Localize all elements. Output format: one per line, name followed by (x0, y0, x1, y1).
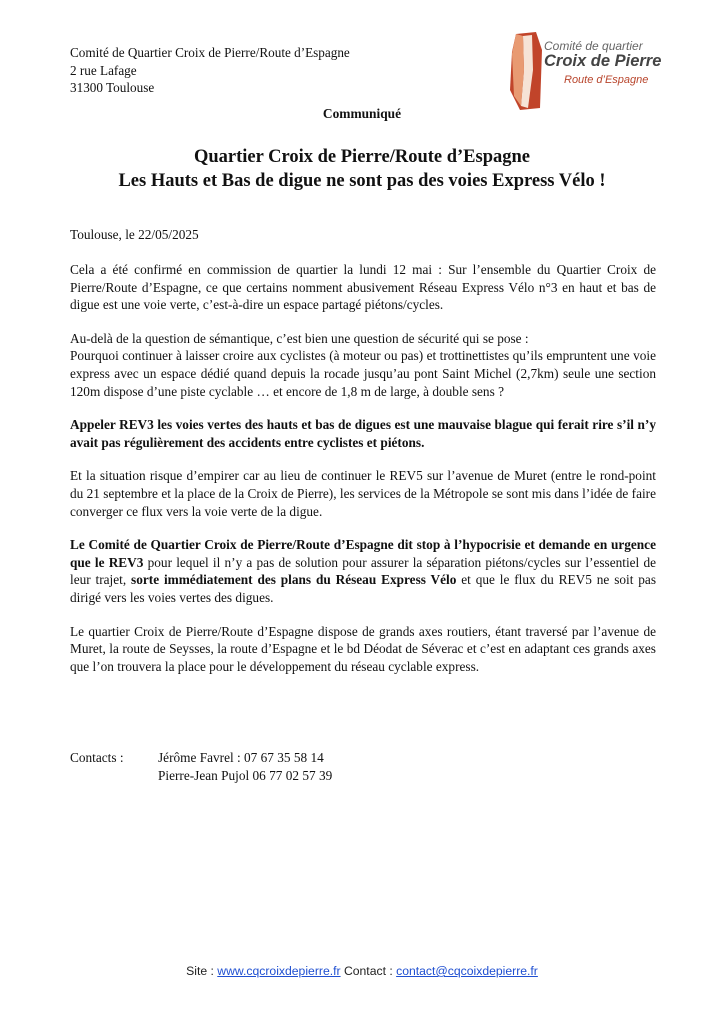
logo-text-line2: Croix de Pierre (544, 52, 662, 70)
footer-email-link[interactable]: contact@cqcoixdepierre.fr (396, 964, 538, 978)
page-footer (0, 964, 724, 978)
paragraph-5-text-1: pour lequel il n’y a pas de solution pour assurer la séparation piétons/cycles sur l’essentiel de leur trajet, (70, 554, 656, 588)
contacts-label: Contacts : (70, 750, 124, 765)
paragraph-5-bold-1: Le Comité de Quartier Croix de Pierre/Route d’Espagne dit stop à l’hypocrisie et demande en urgence que le REV3 (70, 537, 656, 570)
paragraph-2-question: Pourquoi continuer à laisser croire aux cyclistes (à moteur ou pas) et trottinettistes qu’ils empruntent une voie express avec un espace dédié quand depuis la rocade jusqu’au pont Saint Michel (2,7km) seule une section 120m dispose d’une piste cyclable … et encore de 1,8 m de large, à double sens ? (70, 348, 656, 399)
contacts-list (158, 749, 332, 785)
contact-person-2: Pierre-Jean Pujol 06 77 02 57 39 (158, 768, 333, 783)
paragraph-2 (70, 330, 656, 400)
sender-address (70, 44, 350, 97)
title-line-1: Quartier Croix de Pierre/Route d’Espagne (193, 147, 531, 167)
paragraph-5-text-2: et que le flux du REV5 ne soit pas dirigé vers les voies vertes des digues. (70, 572, 656, 605)
footer-contact-label: Contact : (340, 964, 397, 978)
place-date: Toulouse, le 22/05/2025 (70, 227, 199, 242)
logo-text-line3: Route d’Espagne (564, 74, 649, 86)
paragraph-1: Cela a été confirmé en commission de quartier la lundi 12 mai : Sur l’ensemble du Quartier Croix de Pierre/Route d’Espagne, ce que certains nomment abusivement Réseau Express Vélo n°3 en haut et bas de digue est une voie verte, c’est-à-dire un espace partagé piétons/cycles. (70, 262, 656, 313)
address-line-org: Comité de Quartier Croix de Pierre/Route d’Espagne (70, 45, 350, 60)
address-line-city: 31300 Toulouse (70, 80, 155, 95)
paragraph-3-bold: Appeler REV3 les voies vertes des hauts et bas de digues est une mauvaise blague qui ferait rire s’il n’y avait pas régulièrement des accidents entre cyclistes et piétons. (70, 417, 656, 450)
paragraph-2-intro: Au-delà de la question de sémantique, c’est bien une question de sécurité qui se pose : (70, 330, 529, 346)
logo-text-line1: Comité de quartier (544, 39, 643, 53)
footer-site-label: Site : (186, 964, 218, 978)
logo-stone-icon (506, 30, 546, 112)
paragraph-5-bold-2: sorte immédiatement des plans du Réseau Express Vélo (131, 572, 457, 588)
address-line-street: 2 rue Lafage (70, 62, 137, 78)
title-line-2: Les Hauts et Bas de digue ne sont pas des voies Express Vélo ! (118, 171, 606, 191)
footer-site-link[interactable]: www.cqcroixdepierre.fr (217, 964, 341, 978)
document-body (70, 261, 656, 675)
paragraph-4: Et la situation risque d’empirer car au lieu de continuer le REV5 sur l’avenue de Muret (entre le rond-point du 21 septembre et la place de la Croix de Pierre), les services de la Métropole se sont mis dans l’idée de faire converger ce flux vers la voie verte de la digue. (70, 468, 656, 519)
document-title (0, 145, 724, 193)
contact-person-1: Jérôme Favrel : 07 67 35 58 14 (158, 750, 324, 765)
document-type-label: Communiqué (322, 106, 402, 121)
paragraph-5 (70, 536, 656, 606)
paragraph-6: Le quartier Croix de Pierre/Route d’Espagne dispose de grands axes routiers, étant traversé par l’avenue de Muret, la route de Seysses, la route d’Espagne et le bd Déodat de Séverac et c’est en adaptant ces grands axes que l’on trouvera la place pour le développement du réseau cyclable express. (70, 623, 656, 674)
committee-logo (506, 30, 666, 112)
